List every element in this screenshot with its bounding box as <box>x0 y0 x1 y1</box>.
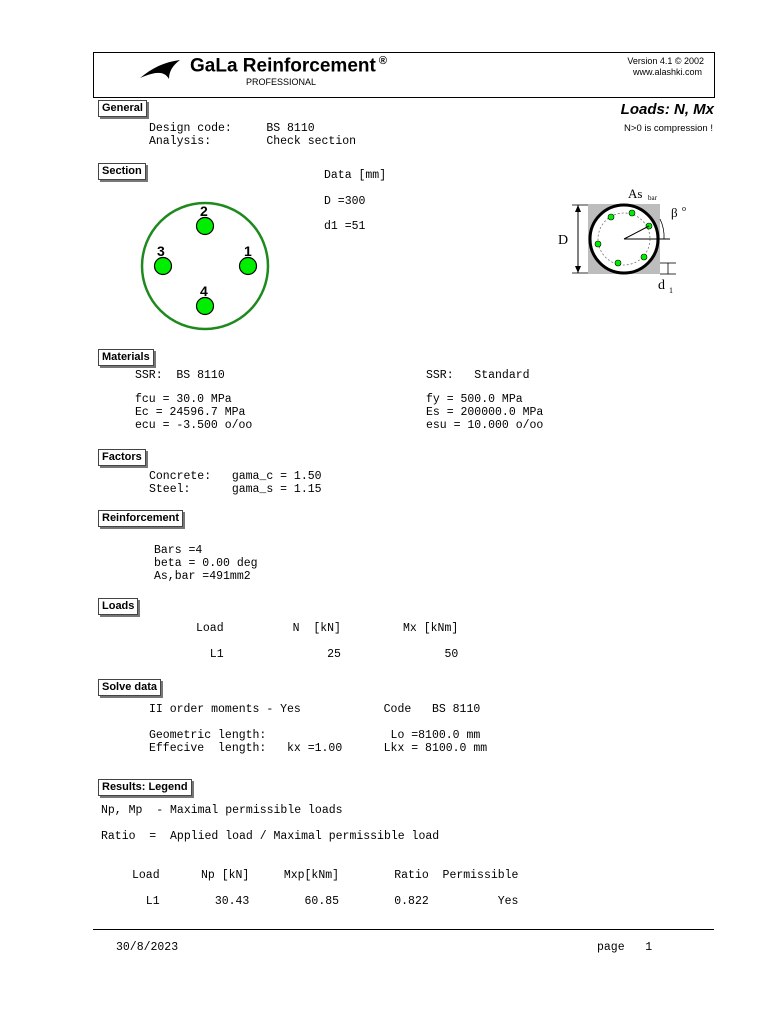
section-heading: Section <box>98 163 146 180</box>
reinforcement-heading: Reinforcement <box>98 510 183 527</box>
concrete-factor: Concrete: gama_c = 1.50 <box>149 470 322 483</box>
loads-title: Loads: N, Mx <box>620 101 714 118</box>
results-table-header: Load Np [kN] Mxp[kNm] Ratio Permissible <box>132 869 519 882</box>
edition-label: PROFESSIONAL <box>246 77 317 87</box>
legend-line-2: Ratio = Applied load / Maximal permissible load <box>101 830 440 843</box>
ssr-right: SSR: Standard <box>426 369 530 382</box>
results-table-row: L1 30.43 60.85 0.822 Yes <box>132 895 519 908</box>
fy-value: fy = 500.0 MPa <box>426 393 523 406</box>
as-label: As <box>628 186 643 201</box>
cover-subscript: 1 <box>669 286 673 295</box>
asbar-value: As,bar =491mm2 <box>154 570 251 583</box>
rebar-3 <box>155 258 172 275</box>
section-drawing <box>138 200 278 332</box>
fcu-value: fcu = 30.0 MPa <box>135 393 232 406</box>
beta-value: beta = 0.00 deg <box>154 557 258 570</box>
solve-data-heading: Solve data <box>98 679 161 696</box>
general-heading: General <box>98 100 147 117</box>
factors-heading: Factors <box>98 449 146 466</box>
rebar-label-2: 2 <box>200 203 208 219</box>
analysis-line: Analysis: Check section <box>149 135 357 148</box>
second-order-line: II order moments - Yes Code BS 8110 <box>149 703 481 716</box>
compression-note: N>0 is compression ! <box>624 123 713 134</box>
loads-table-row: L1 25 50 <box>196 648 459 661</box>
ssr-left: SSR: BS 8110 <box>135 369 225 382</box>
website-label: www.alashki.com <box>632 67 702 77</box>
rebar-label-4: 4 <box>200 283 208 299</box>
materials-heading: Materials <box>98 349 154 366</box>
brand-title: GaLa Reinforcement ® <box>190 55 387 77</box>
rebar-label-3: 3 <box>157 243 165 259</box>
results-heading: Results: Legend <box>98 779 192 796</box>
version-label: Version 4.1 © 2002 <box>627 56 704 66</box>
reference-diagram <box>552 183 702 298</box>
cover-label: d <box>658 278 665 293</box>
footer-rule <box>93 929 714 930</box>
rebar-2 <box>197 218 214 235</box>
steel-factor: Steel: gama_s = 1.15 <box>149 483 322 496</box>
ecu-value: ecu = -3.500 o/oo <box>135 419 253 432</box>
as-subscript: bar <box>648 194 657 202</box>
data-title: Data [mm] <box>324 169 387 182</box>
footer-page: page 1 <box>597 941 653 954</box>
rebar-label-1: 1 <box>244 243 252 259</box>
cover-value: d1 =51 <box>324 220 366 233</box>
swoosh-logo-icon <box>138 58 182 80</box>
rebar-1 <box>240 258 257 275</box>
geometric-length-line: Geometric length: Lo =8100.0 mm <box>149 729 481 742</box>
beta-label: β <box>671 205 678 220</box>
rebar-4 <box>197 298 214 315</box>
legend-line-1: Np, Mp - Maximal permissible loads <box>101 804 343 817</box>
loads-table-header: Load N [kN] Mx [kNm] <box>196 622 459 635</box>
diameter-label: D <box>558 233 569 248</box>
loads-heading: Loads <box>98 598 138 615</box>
diameter-value: D =300 <box>324 195 366 208</box>
ec-value: Ec = 24596.7 MPa <box>135 406 246 419</box>
effective-length-line: Effecive length: kx =1.00 Lkx = 8100.0 mm <box>149 742 488 755</box>
bars-value: Bars =4 <box>154 544 203 557</box>
esu-value: esu = 10.000 o/oo <box>426 419 544 432</box>
footer-date: 30/8/2023 <box>116 941 179 954</box>
degree-mark: o <box>682 204 686 213</box>
design-code-line: Design code: BS 8110 <box>149 122 315 135</box>
es-value: Es = 200000.0 MPa <box>426 406 544 419</box>
